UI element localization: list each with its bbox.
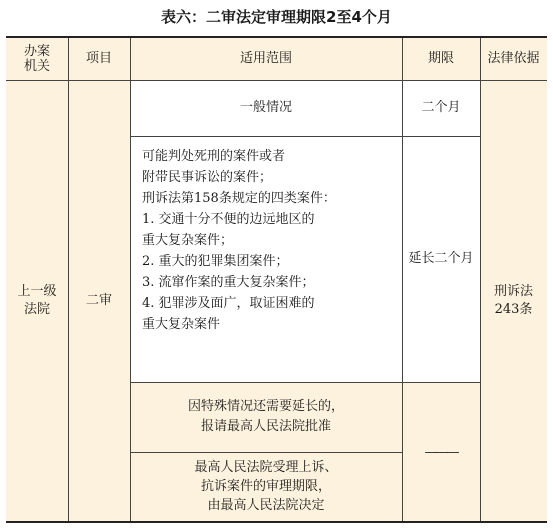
period-dash: ——— xyxy=(424,445,458,460)
item-cell: 二审 xyxy=(68,80,130,521)
row-separator xyxy=(130,382,480,383)
period-cell-general: 二个月 xyxy=(402,80,480,136)
scope-cell-special: 因特殊情况还需要延长的， 报请最高人民法院批准 xyxy=(130,382,402,452)
column-separator xyxy=(130,38,131,521)
table-title: 表六：二审法定审理期限2至4个月 xyxy=(161,8,392,26)
column-separator xyxy=(480,38,481,521)
header-scope: 适用范围 xyxy=(130,38,402,80)
basis-cell: 刑诉法 243条 xyxy=(480,80,547,521)
deadline-table xyxy=(6,38,547,521)
agency-cell: 上一级 法院 xyxy=(6,80,68,521)
header-period: 期限 xyxy=(402,38,480,80)
bottom-rule xyxy=(6,521,547,523)
period-cell-special xyxy=(402,382,480,521)
period-cell-extended: 延长二个月 xyxy=(402,136,480,382)
column-separator xyxy=(68,38,69,521)
header-separator xyxy=(6,80,547,81)
header-basis: 法律依据 xyxy=(480,38,547,80)
header-item: 项目 xyxy=(68,38,130,80)
row-separator xyxy=(130,452,402,453)
scope-cell-extended: 可能判处死刑的案件或者 附带民事诉讼的案件； 刑诉法第158条规定的四类案件： 1. 交通十分不便的边远地区的 重大复杂案件； 2. 重大的犯罪集团案件； 3. 流窜作案的重大复杂案件； 4. 犯罪涉及面广，取证困难的 重大复杂案件 xyxy=(130,136,402,382)
row-separator xyxy=(130,136,480,137)
column-separator xyxy=(402,38,403,521)
scope-cell-supreme: 最高人民法院受理上诉、 抗诉案件的审理期限， 由最高人民法院决定 xyxy=(130,452,402,521)
header-agency: 办案 机关 xyxy=(6,38,68,80)
scope-cell-general: 一般情况 xyxy=(130,80,402,136)
